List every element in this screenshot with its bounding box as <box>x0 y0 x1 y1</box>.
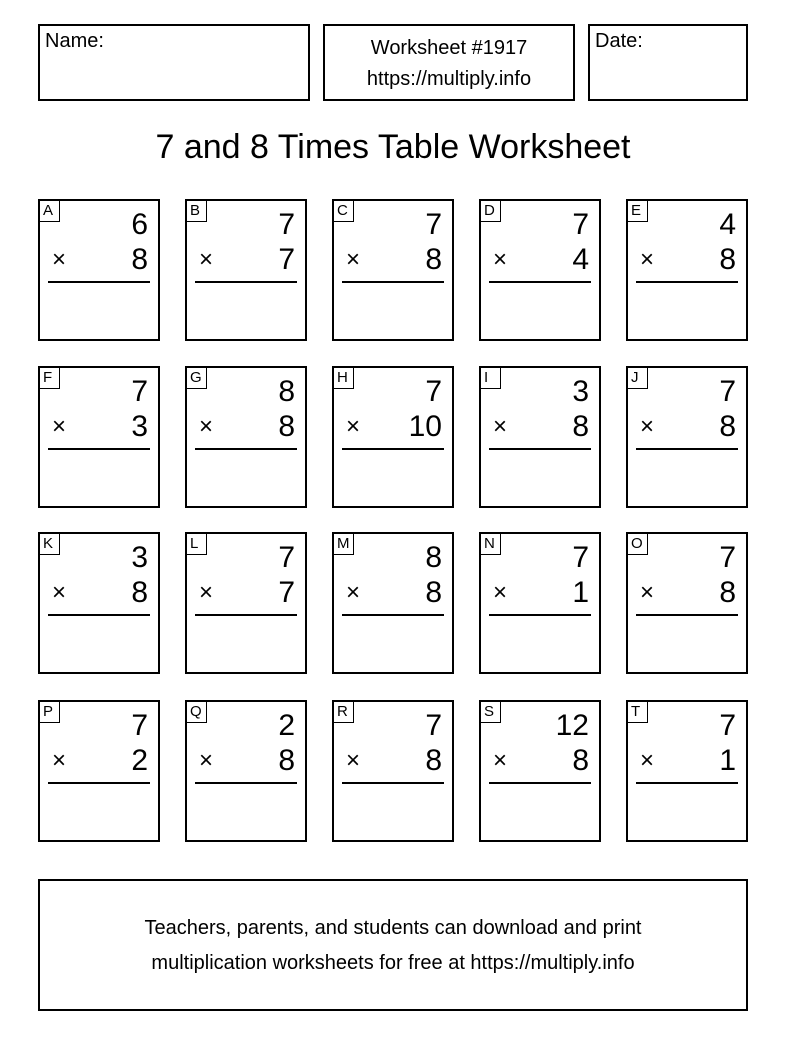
times-sign: × <box>52 246 67 273</box>
problem-card[interactable] <box>185 199 307 341</box>
times-sign: × <box>346 246 361 273</box>
multiplicand: 7 <box>425 208 442 241</box>
problem-card[interactable] <box>479 700 601 842</box>
multiplicand: 7 <box>425 709 442 742</box>
multiplicand: 7 <box>719 709 736 742</box>
problem-letter: D <box>481 201 501 222</box>
footer-text-line-1: Teachers, parents, and students can download and print <box>144 917 642 939</box>
problem-letter: K <box>40 534 60 555</box>
page-title: 7 and 8 Times Table Worksheet <box>155 128 631 166</box>
answer-line <box>342 782 444 784</box>
multiplier: 7 <box>278 243 295 276</box>
multiplier: 8 <box>572 410 589 443</box>
times-sign: × <box>199 246 214 273</box>
multiplicand: 7 <box>719 541 736 574</box>
answer-line <box>636 281 738 283</box>
multiplier: 8 <box>425 576 442 609</box>
times-sign: × <box>640 246 655 273</box>
problem-letter: F <box>40 368 60 389</box>
problem-card[interactable] <box>332 700 454 842</box>
answer-line <box>636 448 738 450</box>
footer-box <box>38 879 748 1011</box>
multiplier: 2 <box>131 744 148 777</box>
multiplier: 8 <box>131 243 148 276</box>
times-sign: × <box>640 579 655 606</box>
answer-line <box>195 782 297 784</box>
problem-letter: L <box>187 534 207 555</box>
multiplier: 8 <box>278 744 295 777</box>
multiplier: 3 <box>131 410 148 443</box>
problem-card[interactable] <box>185 532 307 674</box>
times-sign: × <box>493 747 508 774</box>
multiplier: 8 <box>572 744 589 777</box>
times-sign: × <box>640 747 655 774</box>
problem-letter: R <box>334 702 354 723</box>
problem-card[interactable] <box>332 366 454 508</box>
name-label: Name: <box>45 30 104 52</box>
problem-letter: P <box>40 702 60 723</box>
times-sign: × <box>52 413 67 440</box>
multiplicand: 4 <box>719 208 736 241</box>
answer-line <box>195 614 297 616</box>
answer-line <box>48 281 150 283</box>
times-sign: × <box>493 246 508 273</box>
answer-line <box>489 782 591 784</box>
problem-card[interactable] <box>38 199 160 341</box>
problem-card[interactable] <box>332 199 454 341</box>
times-sign: × <box>52 747 67 774</box>
multiplicand: 3 <box>131 541 148 574</box>
problem-letter: Q <box>187 702 207 723</box>
answer-line <box>342 281 444 283</box>
multiplier: 1 <box>572 576 589 609</box>
worksheet-number: Worksheet #1917 <box>370 37 528 59</box>
answer-line <box>489 448 591 450</box>
problem-letter: I <box>481 368 501 389</box>
times-sign: × <box>52 579 67 606</box>
multiplier: 8 <box>278 410 295 443</box>
times-sign: × <box>346 413 361 440</box>
problem-letter: J <box>628 368 648 389</box>
times-sign: × <box>199 579 214 606</box>
problem-letter: H <box>334 368 354 389</box>
answer-line <box>195 448 297 450</box>
problem-card[interactable] <box>626 700 748 842</box>
problem-card[interactable] <box>38 366 160 508</box>
problem-letter: M <box>334 534 354 555</box>
times-sign: × <box>199 747 214 774</box>
times-sign: × <box>199 413 214 440</box>
problem-card[interactable] <box>626 199 748 341</box>
problem-card[interactable] <box>626 532 748 674</box>
answer-line <box>489 614 591 616</box>
problem-letter: B <box>187 201 207 222</box>
multiplicand: 7 <box>131 709 148 742</box>
multiplicand: 7 <box>278 541 295 574</box>
multiplier: 8 <box>719 243 736 276</box>
answer-line <box>342 614 444 616</box>
multiplier: 4 <box>572 243 589 276</box>
worksheet-url: https://multiply.info <box>366 68 532 90</box>
answer-line <box>636 782 738 784</box>
answer-line <box>489 281 591 283</box>
answer-line <box>195 281 297 283</box>
multiplicand: 2 <box>278 709 295 742</box>
multiplicand: 7 <box>278 208 295 241</box>
multiplicand: 7 <box>131 375 148 408</box>
multiplicand: 8 <box>425 541 442 574</box>
problem-letter: O <box>628 534 648 555</box>
problem-card[interactable] <box>479 199 601 341</box>
times-sign: × <box>346 747 361 774</box>
problem-letter: G <box>187 368 207 389</box>
answer-line <box>48 614 150 616</box>
multiplicand: 8 <box>278 375 295 408</box>
answer-line <box>48 448 150 450</box>
multiplicand: 7 <box>719 375 736 408</box>
multiplier: 8 <box>719 576 736 609</box>
footer-text-line-2: multiplication worksheets for free at https://multiply.info <box>151 952 635 974</box>
multiplicand: 3 <box>572 375 589 408</box>
answer-line <box>342 448 444 450</box>
multiplicand: 7 <box>425 375 442 408</box>
multiplier: 8 <box>719 410 736 443</box>
problem-letter: N <box>481 534 501 555</box>
multiplier: 1 <box>719 744 736 777</box>
date-label: Date: <box>595 30 643 52</box>
answer-line <box>48 782 150 784</box>
multiplicand: 12 <box>555 709 589 742</box>
problem-card[interactable] <box>185 366 307 508</box>
problem-letter: A <box>40 201 60 222</box>
multiplier: 8 <box>131 576 148 609</box>
times-sign: × <box>640 413 655 440</box>
multiplicand: 6 <box>131 208 148 241</box>
times-sign: × <box>493 579 508 606</box>
problem-letter: S <box>481 702 501 723</box>
problem-letter: C <box>334 201 354 222</box>
problem-card[interactable] <box>479 532 601 674</box>
times-sign: × <box>346 579 361 606</box>
times-sign: × <box>493 413 508 440</box>
problem-card[interactable] <box>332 532 454 674</box>
multiplier: 8 <box>425 744 442 777</box>
multiplier: 7 <box>278 576 295 609</box>
problem-card[interactable] <box>626 366 748 508</box>
multiplicand: 7 <box>572 541 589 574</box>
problem-card[interactable] <box>479 366 601 508</box>
problem-card[interactable] <box>185 700 307 842</box>
multiplicand: 7 <box>572 208 589 241</box>
problem-letter: E <box>628 201 648 222</box>
multiplier: 8 <box>425 243 442 276</box>
problem-card[interactable] <box>38 532 160 674</box>
problem-card[interactable] <box>38 700 160 842</box>
answer-line <box>636 614 738 616</box>
multiplier: 10 <box>408 410 442 443</box>
problem-letter: T <box>628 702 648 723</box>
